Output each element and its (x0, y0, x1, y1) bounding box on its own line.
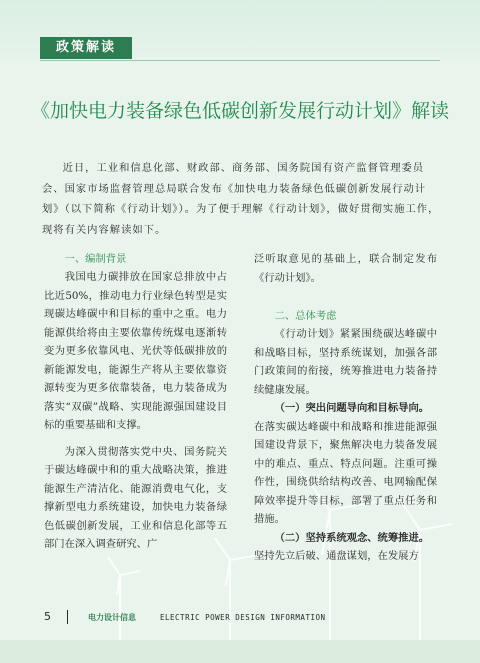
section-heading-background: 一、编制背景 (64, 253, 127, 265)
subheading-system-concept: （二）坚持系统观念、统筹推进。 (274, 531, 430, 544)
left-column (44, 250, 227, 554)
article-title: 《加快电力装备绿色低碳创新发展行动计划》解读 (30, 100, 449, 122)
footer-divider (67, 610, 68, 624)
body-paragraph: 坚持先立后破、通盘谋划，在发展方 (254, 550, 419, 562)
body-paragraph-continued: 泛听取意见的基础上，联合制定发布《行动计划》。 (254, 253, 437, 284)
body-paragraph: 《行动计划》紧紧围绕碳达峰碳中和战略目标，坚持系统谋划，加强各部门政策间的衔接，统筹推进电力装备持续健康发展。 (254, 328, 437, 396)
page-number: 5 (44, 610, 51, 623)
intro-paragraph: 近日，工业和信息化部、财政部、商务部、国务院国有资产监督管理委员会、国家市场监督管理总局联合发布《加快电力装备绿色低碳创新发展行动计划》（以下简称《行动计划》）。为了便于理解《行动计划》，做好贯彻实施工作，现将有关内容解读如下。 (42, 162, 440, 236)
subheading-problem-oriented: （一）突出问题导向和目标导向。 (274, 402, 430, 414)
right-column (254, 250, 437, 566)
journal-name-en: ELECTRIC POWER DESIGN INFORMATION (160, 613, 326, 622)
body-paragraph: 为深入贯彻落实党中央、国务院关于碳达峰碳中和的重大战略决策，推进能源生产清洁化、能源消费电气化，支撑新型电力系统建设，加快电力装备绿色低碳创新发展，工业和信息化部等五部门在深入调查研究、广 (44, 445, 227, 550)
body-paragraph: 在落实碳达峰碳中和战略和推进能源强国建设背景下，聚焦解决电力装备发展中的难点、重点、特点问题。注重可操作性，围绕供给结构改善、电网输配保障效率提升等目标，部署了重点任务和措施。 (254, 420, 437, 525)
body-paragraph: 我国电力碳排放在国家总排放中占比近50%，推动电力行业绿色转型是实现碳达峰碳中和目标的重中之重。电力能源供给将由主要依靠传统煤电逐渐转变为更多依靠风电、光伏等低碳排放的新能源发电，能源生产将从主要依靠资源转变为更多依靠装备，电力装备成为落实“双碳”战略、实现能源强国建设目标的重要基础和支撑。 (44, 271, 227, 431)
journal-name-cn: 电力设计信息 (88, 613, 136, 622)
header-rule (40, 60, 440, 61)
section-heading-overall: 二、总体考虑 (274, 310, 337, 322)
section-tag: 政策解读 (40, 37, 132, 59)
